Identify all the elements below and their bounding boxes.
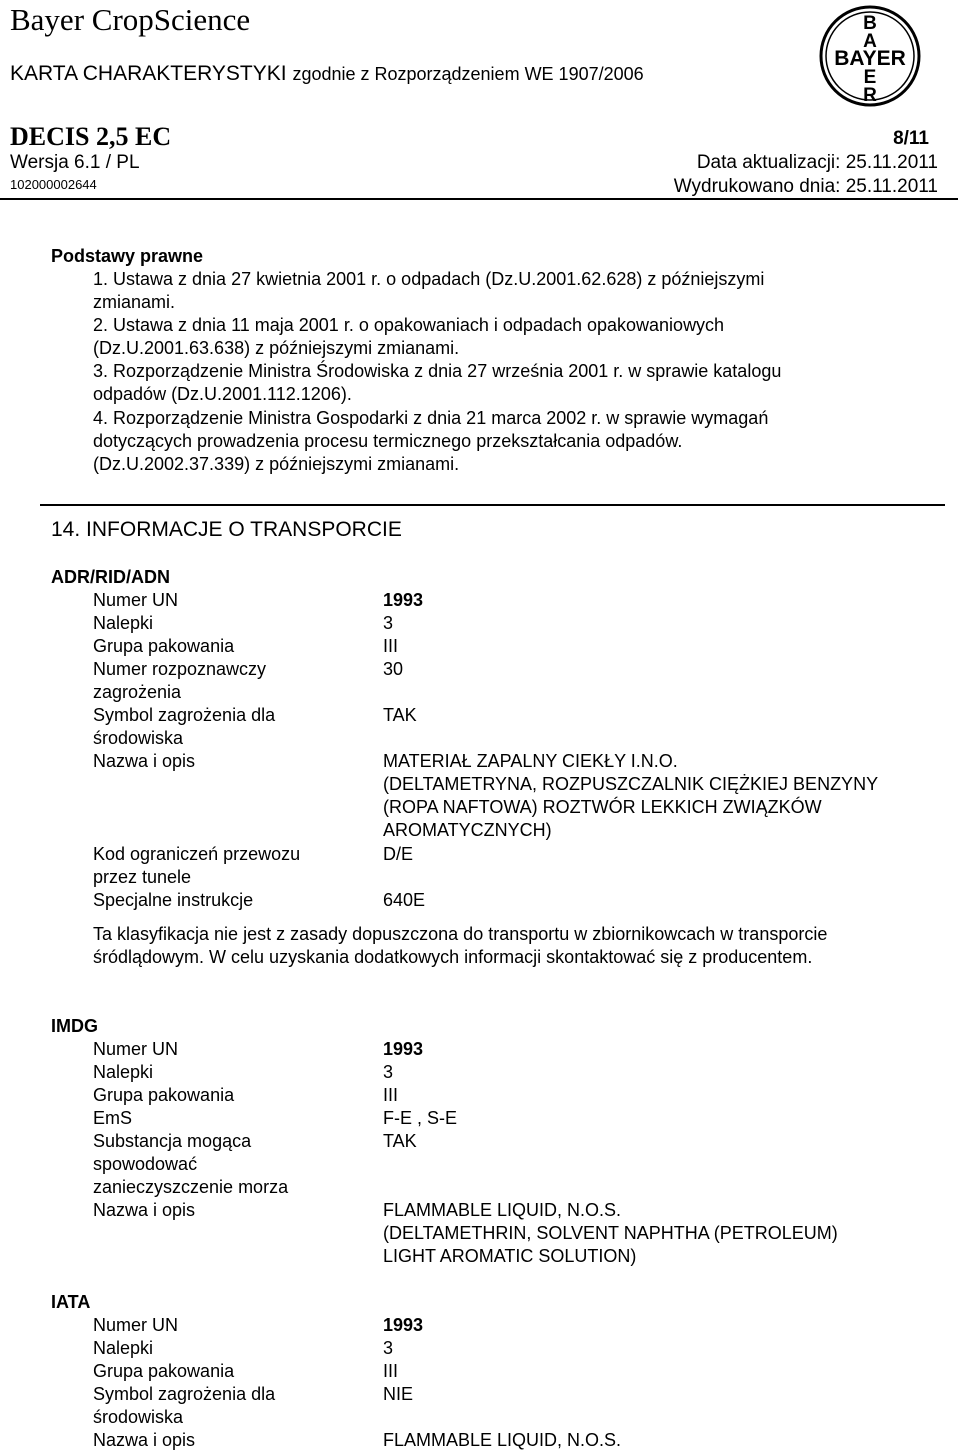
document-title-main: KARTA CHARAKTERYSTYKI [10,62,287,85]
iata-env-label: Symbol zagrożenia dla [93,1384,276,1404]
imdg-label-label: Nalepki [93,1062,154,1082]
iata-env-label-cont: środowiska [93,1407,184,1427]
adr-tunnel-label-cont: przez tunele [93,867,192,887]
adr-special-value: 640E [383,890,426,910]
svg-text:R: R [863,85,877,106]
iata-heading: IATA [51,1292,91,1312]
adr-un-label: Numer UN [93,590,179,610]
adr-group-value: III [383,636,399,656]
svg-text:BAYER: BAYER [834,47,906,70]
imdg-marine-label: Substancja mogąca [93,1131,252,1151]
imdg-name-label: Nazwa i opis [93,1200,196,1220]
svg-text:E: E [863,67,877,88]
legal-line: 4. Rozporządzenie Ministra Gospodarki z dnia 21 marca 2002 r. w sprawie wymagań [93,408,769,428]
iata-name-value: FLAMMABLE LIQUID, N.O.S. [383,1430,622,1450]
product-name: DECIS 2,5 EC [10,122,172,151]
imdg-marine-label-cont: zanieczyszczenie morza [93,1177,289,1197]
imdg-ems-label: EmS [93,1108,133,1128]
legal-line: 1. Ustawa z dnia 27 kwietnia 2001 r. o odpadach (Dz.U.2001.62.628) z późniejszymi [93,269,765,289]
iata-name-label: Nazwa i opis [93,1430,196,1450]
iata-env-value: NIE [383,1384,414,1404]
header-divider [0,198,958,200]
adr-hazard-label-cont: zagrożenia [93,682,182,702]
bayer-cross-logo [818,4,922,108]
section-divider [40,504,945,506]
page-number: 8/11 [893,128,929,149]
imdg-un-label: Numer UN [93,1039,179,1059]
adr-hazard-value: 30 [383,659,404,679]
iata-un-value: 1993 [383,1315,424,1335]
adr-group-label: Grupa pakowania [93,636,235,656]
document-title [10,62,644,86]
document-subtitle: zgodnie z Rozporządzeniem WE 1907/2006 [292,64,644,84]
imdg-group-value: III [383,1085,399,1105]
adr-env-label-cont: środowiska [93,728,184,748]
section-14-title: 14. INFORMACJE O TRANSPORCIE [51,518,402,541]
imdg-name-line: (DELTAMETHRIN, SOLVENT NAPHTHA (PETROLEUM) [383,1223,838,1243]
adr-heading: ADR/RID/ADN [51,567,170,587]
adr-name-line: (ROPA NAFTOWA) ROZTWÓR LEKKICH ZWIĄZKÓW [383,797,822,817]
iata-group-value: III [383,1361,399,1381]
imdg-label-value: 3 [383,1062,394,1082]
print-date: Wydrukowano dnia: 25.11.2011 [673,176,938,197]
version: Wersja 6.1 / PL [10,152,140,173]
adr-name-line: (DELTAMETRYNA, ROZPUSZCZALNIK CIĘŻKIEJ BENZYNY [383,774,879,794]
legal-heading: Podstawy prawne [51,246,204,266]
adr-tunnel-value: D/E [383,844,414,864]
adr-env-value: TAK [383,705,417,725]
imdg-group-label: Grupa pakowania [93,1085,235,1105]
adr-label-label: Nalepki [93,613,154,633]
imdg-un-value: 1993 [383,1039,424,1059]
imdg-name-line: LIGHT AROMATIC SOLUTION) [383,1246,637,1266]
adr-label-value: 3 [383,613,394,633]
legal-line: dotyczących prowadzenia procesu termicznego przekształcania odpadów. [93,431,683,451]
legal-line: odpadów (Dz.U.2001.112.1206). [93,384,352,404]
imdg-heading: IMDG [51,1016,98,1036]
legal-line: 2. Ustawa z dnia 11 maja 2001 r. o opakowaniach i odpadach opakowaniowych [93,315,725,335]
update-date: Data aktualizacji: 25.11.2011 [696,152,938,173]
iata-group-label: Grupa pakowania [93,1361,235,1381]
imdg-marine-value: TAK [383,1131,417,1151]
imdg-ems-value: F-E , S-E [383,1108,458,1128]
adr-special-label: Specjalne instrukcje [93,890,254,910]
adr-env-label: Symbol zagrożenia dla [93,705,276,725]
company-name: Bayer CropScience [10,2,251,37]
adr-note-cont: śródlądowym. W celu uzyskania dodatkowych informacji skontaktować się z producentem. [93,947,813,967]
legal-line: (Dz.U.2001.63.638) z późniejszymi zmianami. [93,338,460,358]
legal-line: 3. Rozporządzenie Ministra Środowiska z dnia 27 września 2001 r. w sprawie katalogu [93,361,782,381]
adr-name-line: AROMATYCZNYCH) [383,820,552,840]
adr-note: Ta klasyfikacja nie jest z zasady dopuszczona do transportu w zbiornikowcach w transporcie [93,924,828,944]
legal-line: zmianami. [93,292,176,312]
iata-label-value: 3 [383,1338,394,1358]
imdg-marine-label-cont: spowodować [93,1154,198,1174]
svg-text:B: B [863,13,877,34]
adr-tunnel-label: Kod ograniczeń przewozu [93,844,301,864]
svg-text:A: A [863,31,877,52]
adr-name-line: MATERIAŁ ZAPALNY CIEKŁY I.N.O. [383,751,678,771]
document-code: 102000002644 [10,177,97,192]
adr-hazard-label: Numer rozpoznawczy [93,659,267,679]
adr-un-value: 1993 [383,590,424,610]
imdg-name-line: FLAMMABLE LIQUID, N.O.S. [383,1200,622,1220]
legal-line: (Dz.U.2002.37.339) z późniejszymi zmianami. [93,454,460,474]
adr-name-label: Nazwa i opis [93,751,196,771]
iata-label-label: Nalepki [93,1338,154,1358]
iata-un-label: Numer UN [93,1315,179,1335]
